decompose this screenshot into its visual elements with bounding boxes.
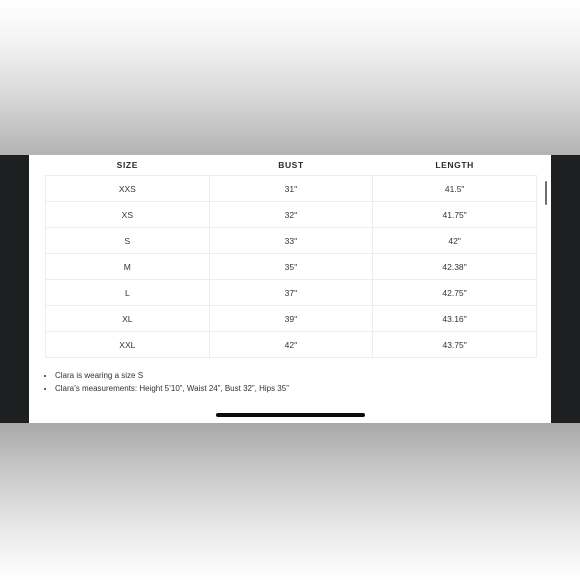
table-row xyxy=(46,332,537,358)
cell-length: 42.75'' xyxy=(373,280,537,306)
cell-bust: 39'' xyxy=(209,306,373,332)
list-item: • Clara is wearing a size S xyxy=(55,369,289,382)
column-header-size: SIZE xyxy=(46,155,210,176)
cell-bust: 35'' xyxy=(209,254,373,280)
home-indicator-bar[interactable] xyxy=(216,413,365,417)
phone-bezel-right xyxy=(551,155,580,423)
cell-bust: 42'' xyxy=(209,332,373,358)
size-chart-table xyxy=(45,155,537,358)
table-row xyxy=(46,254,537,280)
table-row xyxy=(46,176,537,202)
cell-size: XL xyxy=(46,306,210,332)
table-row xyxy=(46,202,537,228)
cell-size: XXL xyxy=(46,332,210,358)
fit-notes-list xyxy=(41,369,289,395)
column-header-length: LENGTH xyxy=(373,155,537,176)
table-row xyxy=(46,228,537,254)
phone-bezel-left xyxy=(0,155,29,423)
cell-size: XXS xyxy=(46,176,210,202)
background-bottom xyxy=(0,423,580,580)
table-row xyxy=(46,280,537,306)
cell-length: 43.75" xyxy=(373,332,537,358)
table-row xyxy=(46,306,537,332)
cell-size: M xyxy=(46,254,210,280)
cell-size: L xyxy=(46,280,210,306)
vertical-scrollbar[interactable] xyxy=(545,181,547,205)
cell-length: 42.38'' xyxy=(373,254,537,280)
cell-length: 42" xyxy=(373,228,537,254)
cell-size: S xyxy=(46,228,210,254)
cell-bust: 32'' xyxy=(209,202,373,228)
cell-size: XS xyxy=(46,202,210,228)
cell-bust: 37'' xyxy=(209,280,373,306)
cell-length: 43.16'' xyxy=(373,306,537,332)
cell-bust: 33'' xyxy=(209,228,373,254)
table-header-row xyxy=(46,155,537,176)
list-item: • Clara’s measurements: Height 5’10”, Waist 24”, Bust 32”, Hips 35” xyxy=(55,382,289,395)
column-header-bust: BUST xyxy=(209,155,373,176)
cell-length: 41.5" xyxy=(373,176,537,202)
cell-length: 41.75" xyxy=(373,202,537,228)
phone-screen xyxy=(29,155,551,423)
cell-bust: 31'' xyxy=(209,176,373,202)
